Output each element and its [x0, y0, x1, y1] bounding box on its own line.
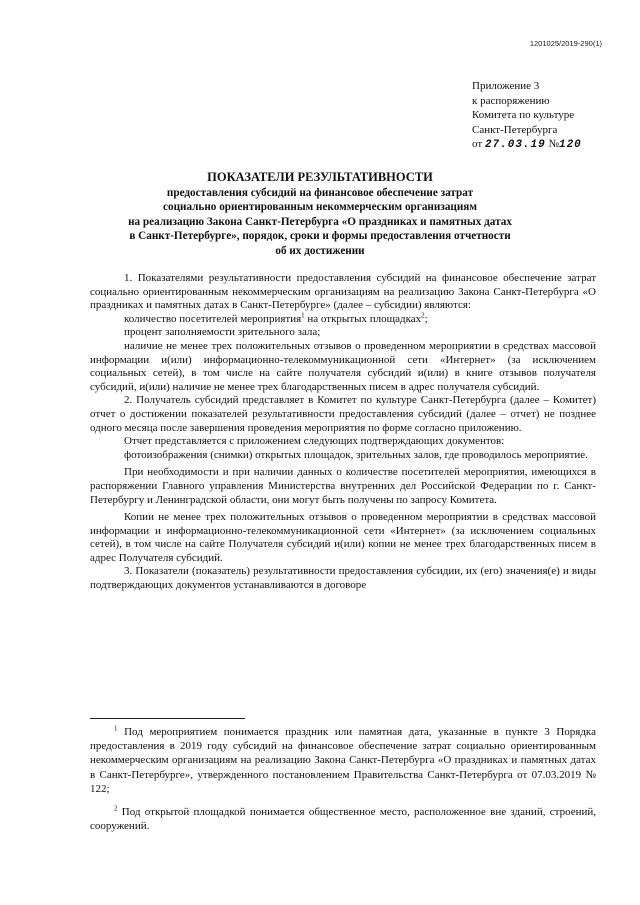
- footnote-1-text: Под мероприятием понимается праздник или памятная дата, указанные в пункте 3 Порядка предоставления в 2019 году субсидий на финансовое обеспечение затрат социально ориентированным некоммерческим организациям на реализацию Закона Санкт-Петербурга «О праздниках и памятных датах в Санкт-Петербурге», утвержденного постановлением Правительства Санкт-Петербурга от 07.03.2019 № 122;: [90, 726, 596, 795]
- document-title: [80, 170, 560, 259]
- footnote-1-mark: 1: [114, 724, 118, 733]
- footnote-ref-1: 1: [301, 311, 305, 320]
- appendix-date-line: [472, 137, 612, 153]
- appendix-header: [472, 79, 612, 153]
- paragraph-report-attachments: Отчет представляется с приложением следующих подтверждающих документов:: [124, 435, 505, 448]
- title-line-1: предоставления субсидий на финансовое обеспечение затрат: [166, 186, 474, 199]
- paragraph-visitor-data: При необходимости и при наличии данных о количестве посетителей мероприятия, имеющихся в распоряжении Главного управления Министерства внутренних дел Российской Федерации по г. Санкт-Петербургу и Ленинградской области, они могут быть получены по запросу Комитета.: [90, 466, 596, 506]
- paragraph-reviews: наличие не менее трех положительных отзывов о проведенном мероприятии в средствах массовой информации и(или) информационно-телекоммуникационной сети «Интернет» (за исключением социальных сетей), в том числе на сайте получателя субсидий и(или) в книге отзывов получателя субсидий, и(или) наличие не менее трех благодарственных писем в адрес получателя субсидий.: [90, 339, 596, 393]
- footnotes: [90, 725, 596, 833]
- footnote-2: [90, 805, 596, 833]
- title-main: ПОКАЗАТЕЛИ РЕЗУЛЬТАТИВНОСТИ: [207, 170, 433, 184]
- visitors-text-b: на открытых площадках: [304, 312, 422, 325]
- paragraph-3: 3. Показатели (показатель) результативности предоставления субсидии, их (его) значения(е) и виды подтверждающих документов устанавливаются в договоре: [90, 565, 596, 592]
- footnote-divider: [90, 718, 245, 719]
- number-sign: №: [548, 138, 559, 151]
- date-prefix: от: [472, 138, 483, 151]
- footnote-2-text: Под открытой площадкой понимается общественное место, расположенное вне зданий, строений, сооружений.: [90, 806, 596, 833]
- title-line-5: об их достижении: [275, 244, 365, 257]
- footnote-2-mark: 2: [114, 804, 118, 813]
- paragraph-1: 1. Показателями результативности предоставления субсидий на финансовое обеспечение затрат социально ориентированным некоммерческим организациям на реализацию Закона Санкт-Петербурга «О праздниках и памятных датах в Санкт-Петербурге» (далее – субсидии) являются:: [90, 272, 596, 312]
- appendix-line-3: Комитета по культуре: [472, 109, 575, 122]
- handwritten-date: 27.03.19: [484, 139, 546, 152]
- paragraph-visitors: [90, 313, 596, 327]
- visitors-text-c: ;: [424, 312, 428, 325]
- paragraph-2: 2. Получатель субсидий представляет в Комитет по культуре Санкт-Петербурга (далее – Комитет) отчет о достижении показателей результативности предоставления субсидий (далее – отчет) не позднее одного месяца после завершения проведения мероприятия по форме согласно приложению.: [90, 394, 596, 434]
- handwritten-number: 120: [558, 139, 582, 152]
- footnote-ref-2: 2: [421, 311, 425, 320]
- footnote-1: [90, 725, 596, 796]
- appendix-line-4: Санкт-Петербурга: [472, 123, 558, 136]
- visitors-text-a: количество посетителей мероприятия: [124, 312, 302, 325]
- paragraph-occupancy: процент заполняемости зрительного зала;: [124, 326, 321, 339]
- paragraph-review-copies: Копии не менее трех положительных отзывов о проведенном мероприятии в средствах массовой информации и информационно-телекоммуникационной сети «Интернет» (за исключением социальных сетей), в том числе на сайте Получателя субсидий и(или) копии не менее трех благодарственных писем в адрес Получателя субсидий.: [90, 511, 596, 564]
- document-body: [90, 272, 596, 593]
- appendix-line-1: Приложение 3: [472, 80, 540, 92]
- document-id: 1201025/2019-290(1): [529, 39, 602, 48]
- title-line-3: на реализацию Закона Санкт-Петербурга «О праздниках и памятных датах: [128, 215, 512, 228]
- title-line-4: в Санкт-Петербурге», порядок, сроки и формы предоставления отчетности: [129, 230, 511, 243]
- paragraph-photos: фотоизображения (снимки) открытых площадок, зрительных залов, где проводилось мероприятие.: [124, 448, 588, 461]
- appendix-line-2: к распоряжению: [472, 94, 550, 107]
- title-line-2: социально ориентированным некоммерческим организациям: [163, 201, 477, 214]
